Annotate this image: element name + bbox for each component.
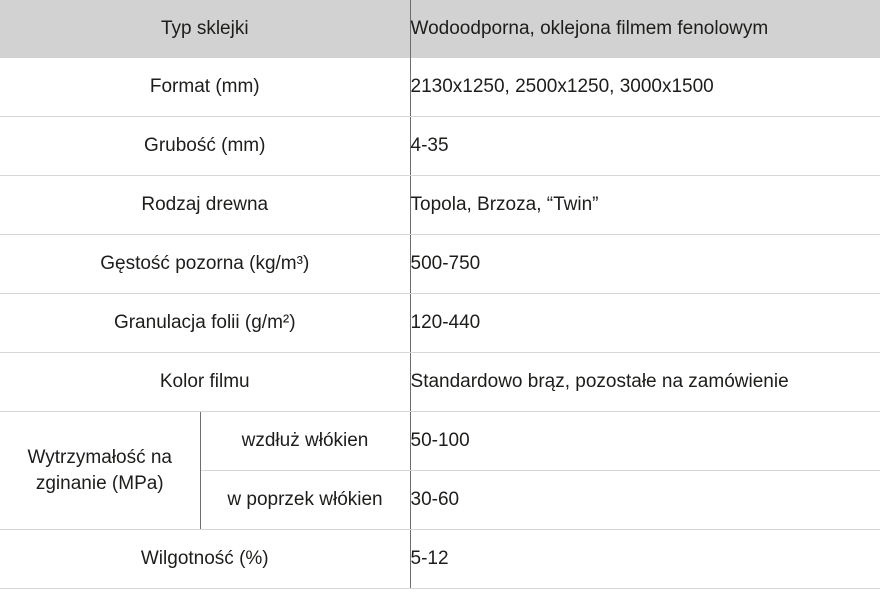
table-row bbox=[0, 294, 880, 353]
header-value: Wodoodporna, oklejona filmem fenolowym bbox=[410, 0, 880, 58]
table-row bbox=[0, 176, 880, 235]
row-value: 2130x1250, 2500x1250, 3000x1500 bbox=[410, 58, 880, 117]
row-value: 500-750 bbox=[410, 235, 880, 294]
row-value: 5-12 bbox=[410, 530, 880, 589]
table-row bbox=[0, 235, 880, 294]
sub-row-value: 50-100 bbox=[410, 412, 880, 471]
row-label: Grubość (mm) bbox=[0, 117, 410, 176]
table-header-row bbox=[0, 0, 880, 58]
table-row bbox=[0, 412, 880, 471]
sub-row-label: wzdłuż włókien bbox=[200, 412, 410, 471]
row-value: Topola, Brzoza, “Twin” bbox=[410, 176, 880, 235]
table-row bbox=[0, 58, 880, 117]
row-value: 4-35 bbox=[410, 117, 880, 176]
group-label: Wytrzymałość na zginanie (MPa) bbox=[0, 412, 200, 530]
row-label: Wilgotność (%) bbox=[0, 530, 410, 589]
table-row bbox=[0, 530, 880, 589]
row-value: 120-440 bbox=[410, 294, 880, 353]
table-row bbox=[0, 117, 880, 176]
row-label: Format (mm) bbox=[0, 58, 410, 117]
header-label: Typ sklejki bbox=[0, 0, 410, 58]
row-label: Gęstość pozorna (kg/m³) bbox=[0, 235, 410, 294]
sub-row-value: 30-60 bbox=[410, 471, 880, 530]
table-row bbox=[0, 353, 880, 412]
sub-row-label: w poprzek włókien bbox=[200, 471, 410, 530]
row-label: Granulacja folii (g/m²) bbox=[0, 294, 410, 353]
row-label: Rodzaj drewna bbox=[0, 176, 410, 235]
row-value: Standardowo brąz, pozostałe na zamówienie bbox=[410, 353, 880, 412]
row-label: Kolor filmu bbox=[0, 353, 410, 412]
